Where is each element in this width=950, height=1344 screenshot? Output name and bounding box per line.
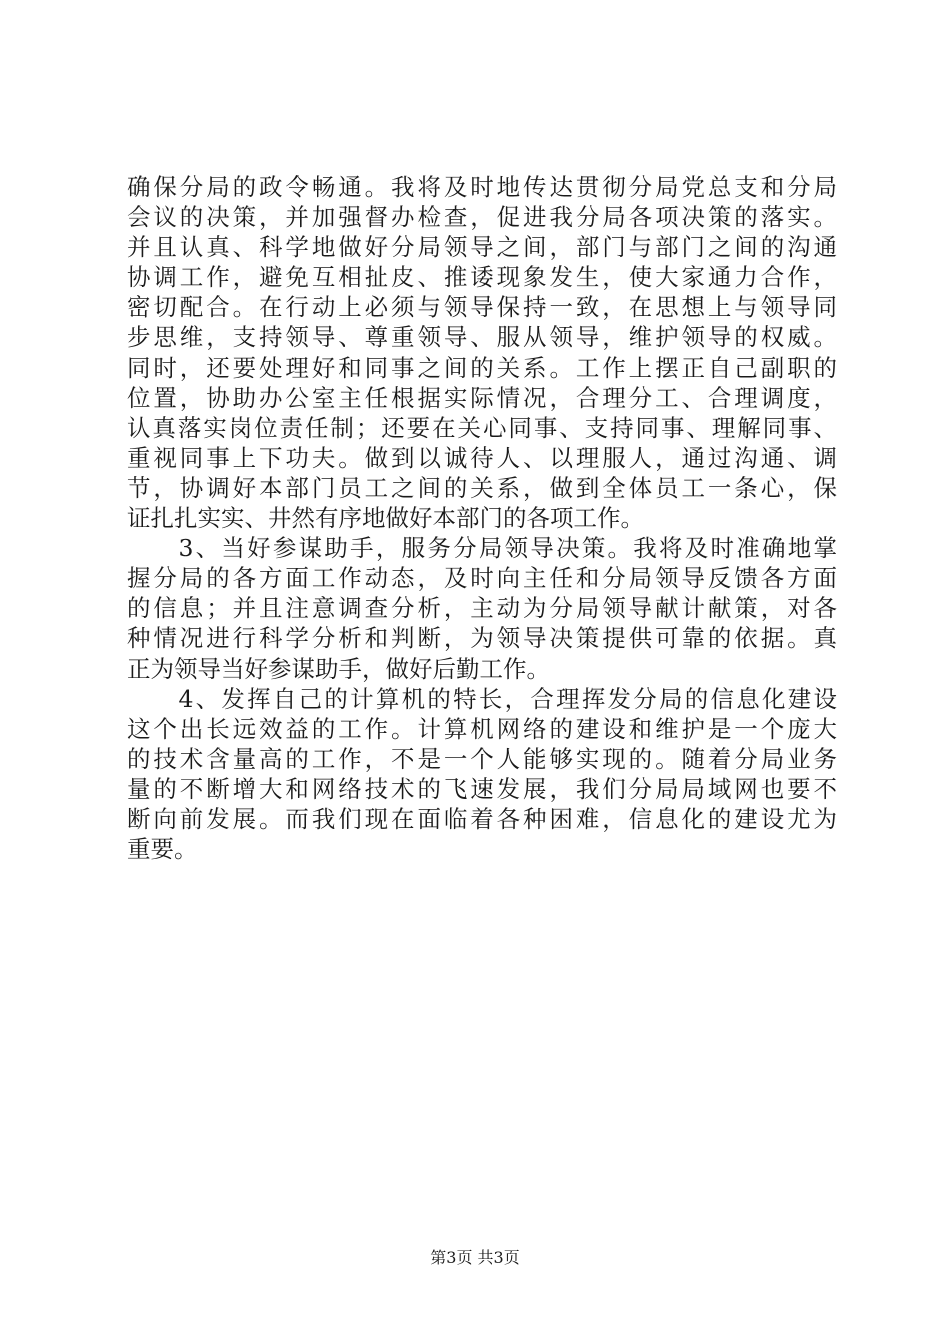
text-line: 协调工作，避免互相扯皮、推诿现象发生，使大家通力合作，: [127, 263, 837, 292]
text-line: 正为领导当好参谋助手，做好后勤工作。: [127, 654, 550, 683]
text-line: 3、当好参谋助手，服务分局领导决策。我将及时准确地掌: [127, 534, 837, 563]
page-footer: [0, 1245, 950, 1268]
text-line: 断向前发展。而我们现在面临着各种困难，信息化的建设尤为: [127, 804, 837, 833]
text-line: 并且认真、科学地做好分局领导之间，部门与部门之间的沟通: [127, 233, 837, 262]
text-line: 这个出长远效益的工作。计算机网络的建设和维护是一个庞大: [127, 714, 837, 743]
text-line: 握分局的各方面工作动态，及时向主任和分局领导反馈各方面: [127, 564, 837, 593]
text-line: 同时，还要处理好和同事之间的关系。工作上摆正自己副职的: [127, 353, 837, 382]
text-line: 量的不断增大和网络技术的飞速发展，我们分局局域网也要不: [127, 774, 837, 803]
text-line: 位置，协助办公室主任根据实际情况，合理分工、合理调度，: [127, 383, 837, 412]
text-line: 4、发挥自己的计算机的特长，合理挥发分局的信息化建设: [127, 684, 837, 713]
page-number: 第3页 共3页: [430, 1248, 520, 1267]
text-line: 重要。: [127, 835, 198, 864]
text-line: 节，协调好本部门员工之间的关系，做到全体员工一条心，保: [127, 473, 837, 502]
text-line: 的信息；并且注意调查分析，主动为分局领导献计献策，对各: [127, 594, 837, 623]
text-line: 重视同事上下功夫。做到以诚待人、以理服人，通过沟通、调: [127, 443, 837, 472]
text-line: 步思维，支持领导、尊重领导、服从领导，维护领导的权威。: [127, 323, 837, 352]
text-line: 确保分局的政令畅通。我将及时地传达贯彻分局党总支和分局: [127, 173, 837, 201]
text-line: 会议的决策，并加强督办检查，促进我分局各项决策的落实。: [127, 203, 837, 232]
text-line: 种情况进行科学分析和判断，为领导决策提供可靠的依据。真: [127, 624, 837, 653]
body-text: [127, 172, 837, 864]
text-line: 证扎扎实实、井然有序地做好本部门的各项工作。: [127, 504, 644, 533]
text-line: 的技术含量高的工作，不是一个人能够实现的。随着分局业务: [127, 744, 837, 773]
text-line: 认真落实岗位责任制；还要在关心同事、支持同事、理解同事、: [127, 413, 837, 442]
text-line: 密切配合。在行动上必须与领导保持一致，在思想上与领导同: [127, 293, 837, 322]
